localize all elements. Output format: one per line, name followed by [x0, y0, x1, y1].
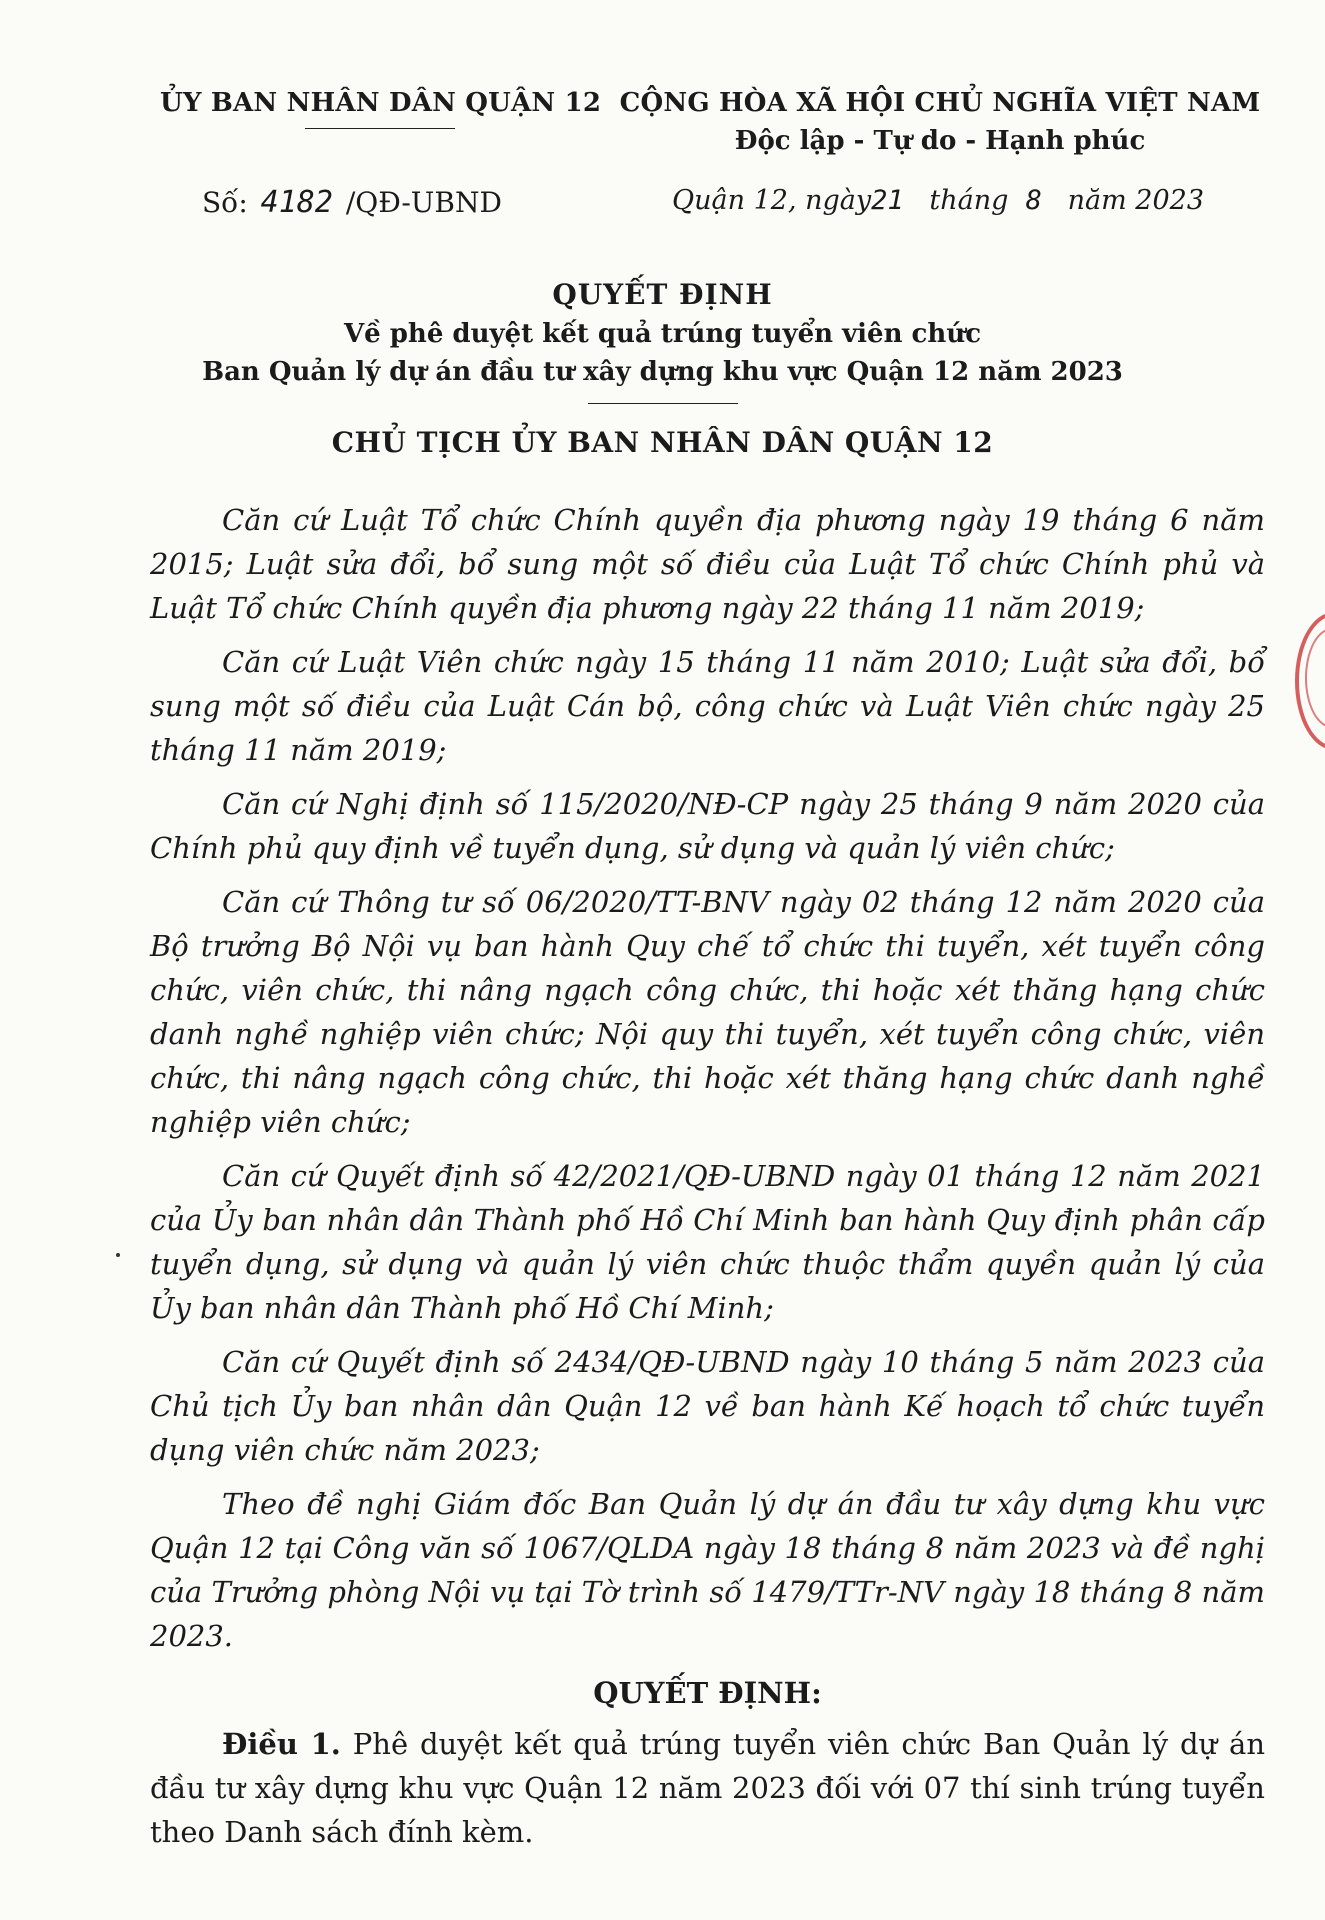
document-body — [150, 498, 1265, 1854]
document-title-block — [0, 278, 1325, 459]
legal-basis-3: Căn cứ Nghị định số 115/2020/NĐ-CP ngày 25 tháng 9 năm 2020 của Chính phủ quy định về tuyển dụng, sử dụng và quản lý viên chức; — [150, 787, 1265, 865]
title-underline — [588, 403, 738, 404]
authority-heading: CHỦ TỊCH ỦY BAN NHÂN DÂN QUẬN 12 — [331, 426, 994, 459]
document-type: QUYẾT ĐỊNH — [552, 278, 773, 311]
article-1-label: Điều 1. — [222, 1727, 341, 1761]
number-suffix: /QĐ-UBND — [345, 186, 502, 219]
article-1-text: Phê duyệt kết quả trúng tuyển viên chức Ban Quản lý dự án đầu tư xây dựng khu vực Quận 12 năm 2023 đối với 07 thí sinh trúng tuyển theo Danh sách đính kèm. — [150, 1727, 1266, 1849]
margin-dot — [116, 1253, 120, 1257]
issuing-authority-block — [160, 88, 600, 129]
authority-underline — [305, 128, 455, 129]
national-title-block — [610, 88, 1270, 156]
issuing-authority: ỦY BAN NHÂN DÂN QUẬN 12 — [160, 88, 602, 118]
article-1 — [150, 1722, 1265, 1854]
number-prefix: Số: — [202, 186, 248, 219]
legal-basis-5: Căn cứ Quyết định số 42/2021/QĐ-UBND ngày 01 tháng 12 năm 2021 của Ủy ban nhân dân Thành phố Hồ Chí Minh ban hành Quy định phân cấp tuyển dụng, sử dụng và quản lý viên chức thuộc thẩm quyền quản lý của Ủy ban nhân dân Thành phố Hồ Chí Minh; — [150, 1159, 1265, 1325]
place-date-label: Quận 12, ngày — [672, 185, 872, 216]
place-and-date — [672, 185, 1204, 216]
legal-basis-4: Căn cứ Thông tư số 06/2020/TT-BNV ngày 02 tháng 12 năm 2020 của Bộ trưởng Bộ Nội vụ ban hành Quy chế tổ chức thi tuyển, xét tuyển công chức, viên chức, thi nâng ngạch công chức, thi hoặc xét thăng hạng chức danh nghề nghiệp viên chức; Nội quy thi tuyển, xét tuyển công chức, viên chức, thi nâng ngạch công chức, thi hoặc xét thăng hạng chức danh nghề nghiệp viên chức; — [150, 885, 1265, 1139]
year-label: năm 2023 — [1067, 185, 1204, 216]
month-label: tháng — [929, 185, 1009, 216]
subject-line-1: Về phê duyệt kết quả trúng tuyển viên chức — [343, 319, 982, 349]
day-handwritten: 21 — [871, 185, 904, 216]
legal-basis-6: Căn cứ Quyết định số 2434/QĐ-UBND ngày 10 tháng 5 năm 2023 của Chủ tịch Ủy ban nhân dân Quận 12 về ban hành Kế hoạch tổ chức tuyển dụng viên chức năm 2023; — [150, 1345, 1265, 1467]
proposal-basis: Theo đề nghị Giám đốc Ban Quản lý dự án đầu tư xây dựng khu vực Quận 12 tại Công văn số 1067/QLDA ngày 18 tháng 8 năm 2023 và đề nghị của Trưởng phòng Nội vụ tại Tờ trình số 1479/TTr-NV ngày 18 tháng 8 năm 2023. — [150, 1487, 1265, 1653]
subject-line-2: Ban Quản lý dự án đầu tư xây dựng khu vực Quận 12 năm 2023 — [202, 357, 1123, 387]
national-title: CỘNG HÒA XÃ HỘI CHỦ NGHĨA VIỆT NAM — [619, 88, 1261, 118]
document-number — [202, 185, 502, 220]
legal-basis-2: Căn cứ Luật Viên chức ngày 15 tháng 11 năm 2010; Luật sửa đổi, bổ sung một số điều của Luật Cán bộ, công chức và Luật Viên chức ngày 25 tháng 11 năm 2019; — [150, 645, 1265, 767]
national-motto: Độc lập - Tự do - Hạnh phúc — [734, 126, 1146, 156]
legal-basis-1: Căn cứ Luật Tổ chức Chính quyền địa phương ngày 19 tháng 6 năm 2015; Luật sửa đổi, bổ sung một số điều của Luật Tổ chức Chính phủ và Luật Tổ chức Chính quyền địa phương ngày 22 tháng 11 năm 2019; — [150, 503, 1265, 625]
month-handwritten: 8 — [1025, 185, 1042, 216]
decision-heading: QUYẾT ĐỊNH: — [593, 1676, 822, 1710]
number-handwritten: 4182 — [260, 185, 333, 220]
